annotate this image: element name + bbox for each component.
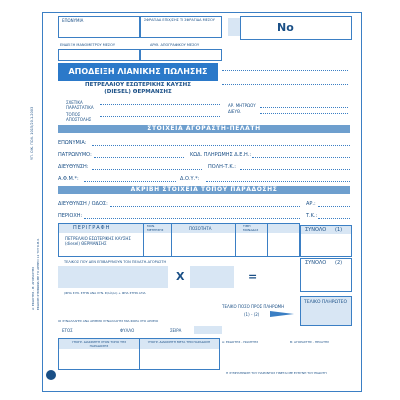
signature-mid-label: ΥΠΟΓΡ. ΔΙΑΚΙΝΗΤΗ ΜΕΤΑ ΤΗΝ ΠΑΡΑΔΟΣΗ xyxy=(147,340,211,344)
footer-note: Η ΣΥΜΠΛΗΡΩΣΗ ΤΟΥ ΠΑΡΟΝΤΟΣ ΓΙΝΕΤΑΙ ΜΕ ΕΥΘΥΝΗ ΤΟΥ ΕΚΔΟΤΗ xyxy=(226,371,327,375)
doc-ref-field-2[interactable] xyxy=(100,116,220,117)
doc-ref-line2: ΠΑΡΑΣΤΑΤΙΚΑ xyxy=(66,105,94,110)
delivery-section-title: ΑΚΡΙΒΗ ΣΤΟΙΧΕΙΑ ΤΟΠΟΥ ΠΑΡΑΔΟΣΗΣ xyxy=(58,186,350,194)
copy-a-label: Α: ΕΚΔΟΤΗΣ - ΠΩΛΗΤΗΣ xyxy=(222,340,259,344)
stamp-box xyxy=(140,16,222,38)
total2-box xyxy=(300,258,352,292)
col-sep-2 xyxy=(171,224,172,256)
buyer-power-code-field[interactable] xyxy=(252,157,350,158)
vat-note: ΤΕΛΙΚΟΣ ΠΟΥ ΔΕΝ ΕΠΙΒΑΡΥΝΟΥΝ ΤΟΝ ΠΕΛΑΤΗ-ΑΓΟΡΑΣΤΗ xyxy=(64,260,167,264)
final-total-box[interactable] xyxy=(300,296,352,326)
buyer-name-field[interactable] xyxy=(92,145,350,146)
number-box xyxy=(240,16,352,40)
doc-ref-right2: ΔΙΕΥΘ. xyxy=(228,109,242,114)
buyer-doy-label: Δ.Ο.Υ.*: xyxy=(180,176,200,182)
company-label: ΕΠΩΝΥΜΙΑ xyxy=(62,18,84,23)
delivery-address-label: ΔΙΕΥΘΥΝΣΗ / ΟΔΟΣ: xyxy=(58,201,108,207)
payment-note: ΟΙ ΣΥΝΑΛΛΑΓΕΣ ΑΝΑ ΑΡΙΘΜΟ ΣΥΝΑΛΛΑΓΗΣ ΜΙΑ ΦΟΡΑ ΣΤΟ ΑΡΧΕΙΟ xyxy=(58,319,159,323)
signature-left-label: ΥΠΟΓΡ. ΔΙΑΚΙΝΗΤΗ ΣΤΟΝ ΤΟΠΟ ΤΗΣ ΠΑΡΑΔΟΣΗΣ xyxy=(71,340,127,348)
product-line2: (diesel) ΘΕΡΜΑΝΣΗΣ xyxy=(65,241,107,246)
side-note-text: ΕΚΔΟΣΗ ΣΥΜΦΩΝΑ ΜΕ ΤΟ ΑΡΘΡΟ 12 ΤΟΥ Κ.Β.Σ. xyxy=(36,237,40,310)
title-right-line-2 xyxy=(222,84,348,85)
product-line1: ΠΕΤΡΕΛΑΙΟ ΕΣΩΤΕΡΙΚΗΣ ΚΑΥΣΗΣ xyxy=(65,236,131,241)
total1-num: (1) xyxy=(335,226,343,233)
series-field[interactable] xyxy=(194,326,222,334)
arrow-icon xyxy=(270,311,294,317)
total1-label: ΣΥΝΟΛΟ xyxy=(305,226,327,233)
document-title: ΑΠΟΔΕΙΞΗ ΛΙΑΝΙΚΗΣ ΠΩΛΗΣΗΣ xyxy=(58,63,218,81)
title-sub2: (DIESEL) ΘΕΡΜΑΝΣΗΣ xyxy=(104,89,172,95)
delivery-area-label: ΠΕΡΙΟΧΗ: xyxy=(58,213,83,219)
publisher-logo-icon xyxy=(46,370,56,380)
col-price: ΤΙΜΗ ΜΟΝΑΔΑΣ xyxy=(243,224,259,232)
buyer-section-title: ΣΤΟΙΧΕΙΑ ΑΓΟΡΑΣΤΗ-ΠΕΛΑΤΗ xyxy=(58,125,350,133)
doc-ref-field-1[interactable] xyxy=(100,104,220,105)
multiply-sign: X xyxy=(176,270,185,283)
signature-sep xyxy=(139,339,140,369)
col-sep-4 xyxy=(267,224,268,256)
number-side-tag xyxy=(228,18,240,36)
copy-b-label: Β: ΑΓΟΡΑΣΤΗΣ - ΠΕΛΑΤΗΣ xyxy=(290,340,330,344)
title-sub1: ΠΕΤΡΕΛΑΙΟΥ ΕΣΩΤΕΡΙΚΗΣ ΚΑΥΣΗΣ xyxy=(85,82,191,88)
delivery-address-field[interactable] xyxy=(110,206,300,207)
buyer-address-field[interactable] xyxy=(92,169,202,170)
buyer-city-label: ΠΟΛΗ-Τ.Κ.: xyxy=(208,164,236,170)
buyer-city-field[interactable] xyxy=(240,169,350,170)
delivery-zip-field[interactable] xyxy=(318,218,350,219)
meter-right-label: ΑΡΙΘ. ΑΠΟΓΡΑΦΙΚΟΥ ΜΕΣΟΥ xyxy=(150,43,200,47)
delivery-number-field[interactable] xyxy=(318,206,350,207)
final-amount-label: ΤΕΛΙΚΟ ΠΟΣΟ ΠΡΟΣ ΠΛΗΡΩΜΗ xyxy=(222,304,285,309)
buyer-father-label: ΠΑΤΡΩΝΥΜΟ: xyxy=(58,152,92,158)
doc-ref-line4: ΑΠΟΣΤΟΛΗΣ xyxy=(66,117,92,122)
equals-sign: = xyxy=(248,270,258,283)
buyer-afm-field[interactable] xyxy=(84,181,176,182)
company-box xyxy=(58,16,140,38)
title-right-line-1 xyxy=(222,70,348,71)
buyer-power-code-label: ΚΩΔ. ΠΛΗΡΩΜΗΣ Δ.Ε.Η.: xyxy=(190,152,252,158)
col-description: ΠΕΡΙΓΡΑΦΗ xyxy=(73,225,111,231)
stamp-label: ΣΦΡΑΓΙΔΑ ΕΠΙΧ/ΣΗΣ ΤΙ ΣΦΡΑΓΙΔΑ ΜΕΣΟΥ xyxy=(144,18,215,22)
formula-note: (ΦΠΑ ΣΥΝ. ΣΤΗΝ ΑΝΑ ΣΥΝ. €/λίτρο) + ΦΠΑ ΣΤΗΝ ΑΞΙΑ xyxy=(64,291,146,295)
col-sep-3 xyxy=(235,224,236,256)
buyer-afm-label: Α.Φ.Μ.*: xyxy=(58,176,79,182)
meter-left-label: ΕΝΔΕΙΞΗ ΜΑΝΟΜΕΤΡΟΥ ΜΕΣΟΥ xyxy=(60,43,116,47)
delivery-area-field[interactable] xyxy=(84,218,300,219)
side-code-text: ΥΠ. ΟΙΚ. ΠΟΛ. 1015/20.1.2003 xyxy=(30,106,34,160)
buyer-doy-field[interactable] xyxy=(206,181,350,182)
meter-right-field[interactable] xyxy=(140,49,222,61)
doc-ref-line3: ΤΟΠΟΣ xyxy=(66,112,81,117)
no-label: Νο xyxy=(277,21,294,34)
col-sep-1 xyxy=(143,224,144,256)
buyer-address-label: ΔΙΕΥΘΥΝΣΗ: xyxy=(58,164,89,170)
total2-num: (2) xyxy=(335,260,343,266)
total2-label: ΣΥΝΟΛΟ xyxy=(305,260,327,266)
final-total-label: ΤΕΛΙΚΟ ΠΛΗΡΩΤΕΟ xyxy=(304,300,348,305)
delivery-number-label: ΑΡ.: xyxy=(306,201,316,207)
buyer-father-field[interactable] xyxy=(94,157,184,158)
rate-field[interactable] xyxy=(190,266,234,288)
delivery-zip-label: Τ.Κ.: xyxy=(306,213,318,219)
side-note2-text: Α: ΕΚΔΟΤΗΣ - Β: ΑΓΟΡΑΣΤΗΣ xyxy=(31,266,35,310)
col-quantity: ΠΟΣΟΤΗΤΑ xyxy=(189,226,212,231)
doc-ref-right-field-2[interactable] xyxy=(260,113,348,114)
signature-area xyxy=(58,338,220,370)
doc-ref-right1: ΑΡ. ΜΗΤΡΩΟΥ xyxy=(228,103,256,108)
final-amount-formula: (1) - (2) xyxy=(244,312,260,317)
field-series-label: ΣΕΙΡΑ xyxy=(170,328,182,333)
field-sheet-label: ΦΥΛΛΟ xyxy=(120,328,135,333)
vat-calc-field[interactable] xyxy=(58,266,168,288)
col-unit: ΜΟΝ. ΜΕΤΡΗΣΗΣ xyxy=(147,224,164,232)
doc-ref-line1: ΣΧΕΤΙΚΑ xyxy=(66,100,83,105)
meter-left-field[interactable] xyxy=(58,49,140,61)
doc-ref-right-field-1[interactable] xyxy=(260,107,348,108)
total1-box xyxy=(300,225,352,257)
buyer-name-label: ΕΠΩΝΥΜΙΑ: xyxy=(58,140,87,146)
items-table xyxy=(58,223,300,257)
field-year-label: ΕΤΟΣ xyxy=(62,328,73,333)
